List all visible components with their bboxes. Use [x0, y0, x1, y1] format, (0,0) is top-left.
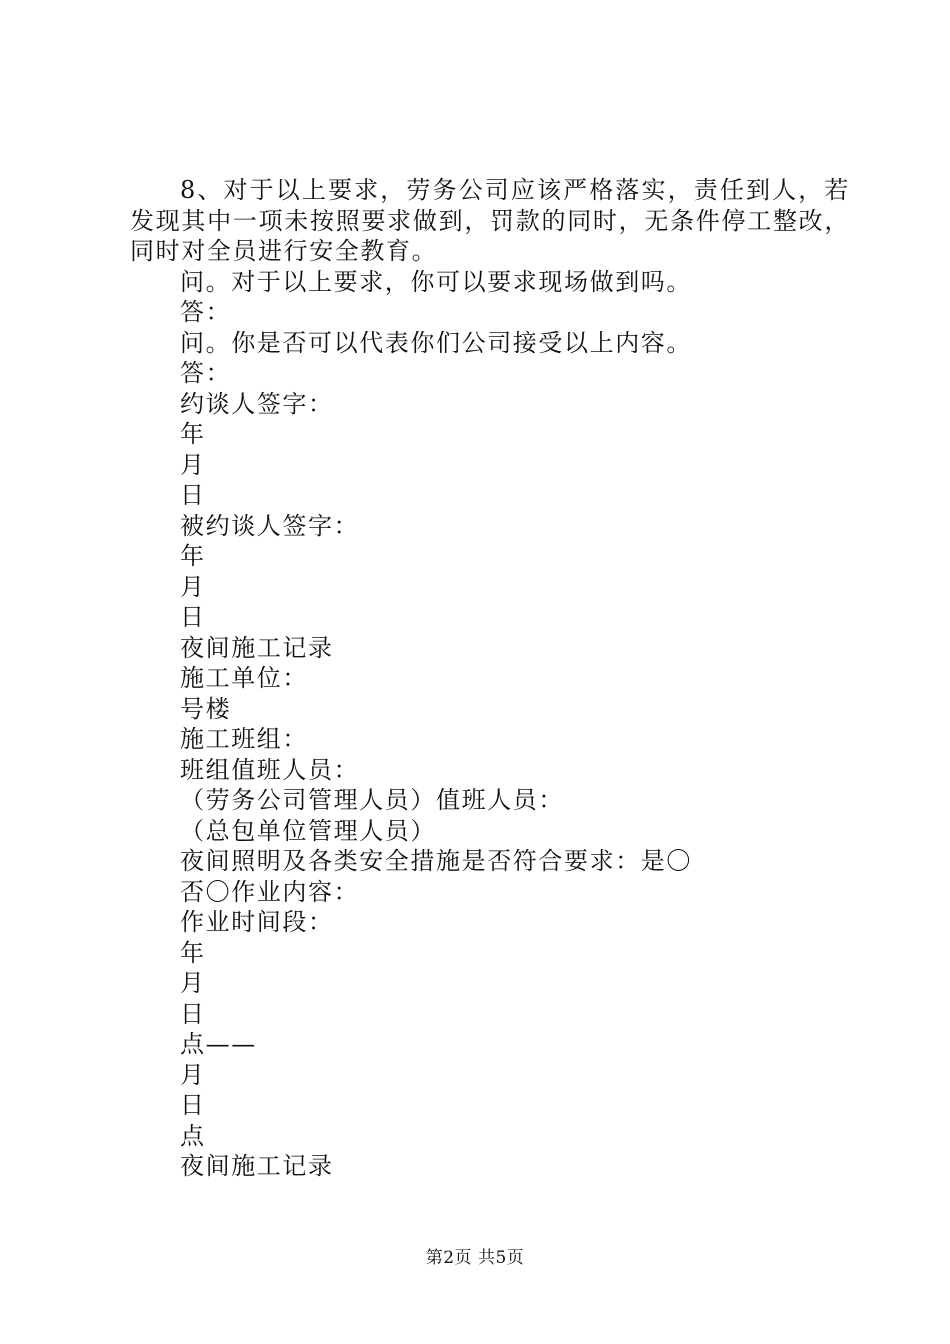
date-month: 月 — [180, 1060, 206, 1089]
date-day: 日 — [180, 999, 206, 1028]
date-month: 月 — [180, 572, 206, 601]
interviewee-signature-label: 被约谈人签字： — [180, 511, 360, 540]
date-year: 年 — [180, 420, 206, 448]
general-contractor-label: （总包单位管理人员） — [180, 816, 436, 845]
building-number-label: 号楼 — [180, 694, 232, 723]
labor-company-duty-label: （劳务公司管理人员）值班人员： — [180, 786, 564, 814]
work-content-line: 否〇作业内容： — [180, 877, 360, 906]
question-line: 问。你是否可以代表你们公司接受以上内容。 — [180, 328, 692, 357]
answer-line: 答： — [180, 298, 232, 326]
interviewer-signature-label: 约谈人签字： — [180, 389, 334, 418]
document-body — [130, 175, 850, 1182]
question-line: 问。对于以上要求，你可以要求现场做到吗。 — [180, 267, 692, 296]
date-month: 月 — [180, 969, 206, 997]
date-day: 日 — [180, 1091, 206, 1119]
answer-line: 答： — [180, 359, 232, 387]
date-day: 日 — [180, 481, 206, 509]
date-year: 年 — [180, 938, 206, 967]
text-lines — [130, 267, 850, 1182]
date-month: 月 — [180, 450, 206, 479]
time-hour-end: 点 — [180, 1121, 206, 1150]
date-year: 年 — [180, 542, 206, 570]
page-footer: 第2页 共5页 — [425, 1248, 525, 1268]
section-heading: 夜间施工记录 — [180, 1152, 334, 1180]
work-period-label: 作业时间段： — [180, 908, 334, 936]
safety-check-line: 夜间照明及各类安全措施是否符合要求：是〇 — [180, 847, 692, 875]
construction-unit-label: 施工单位： — [180, 664, 308, 692]
date-day: 日 — [180, 603, 206, 631]
section-heading: 夜间施工记录 — [180, 633, 334, 662]
paragraph-item-8: 8、对于以上要求，劳务公司应该严格落实，责任到人，若发现其中一项未按照要求做到，罚款的同时，无条件停工整改，同时对全员进行安全教育。 — [130, 176, 850, 265]
team-duty-staff-label: 班组值班人员： — [180, 755, 360, 784]
time-hour-start: 点—— — [180, 1030, 257, 1058]
work-team-label: 施工班组： — [180, 725, 308, 753]
